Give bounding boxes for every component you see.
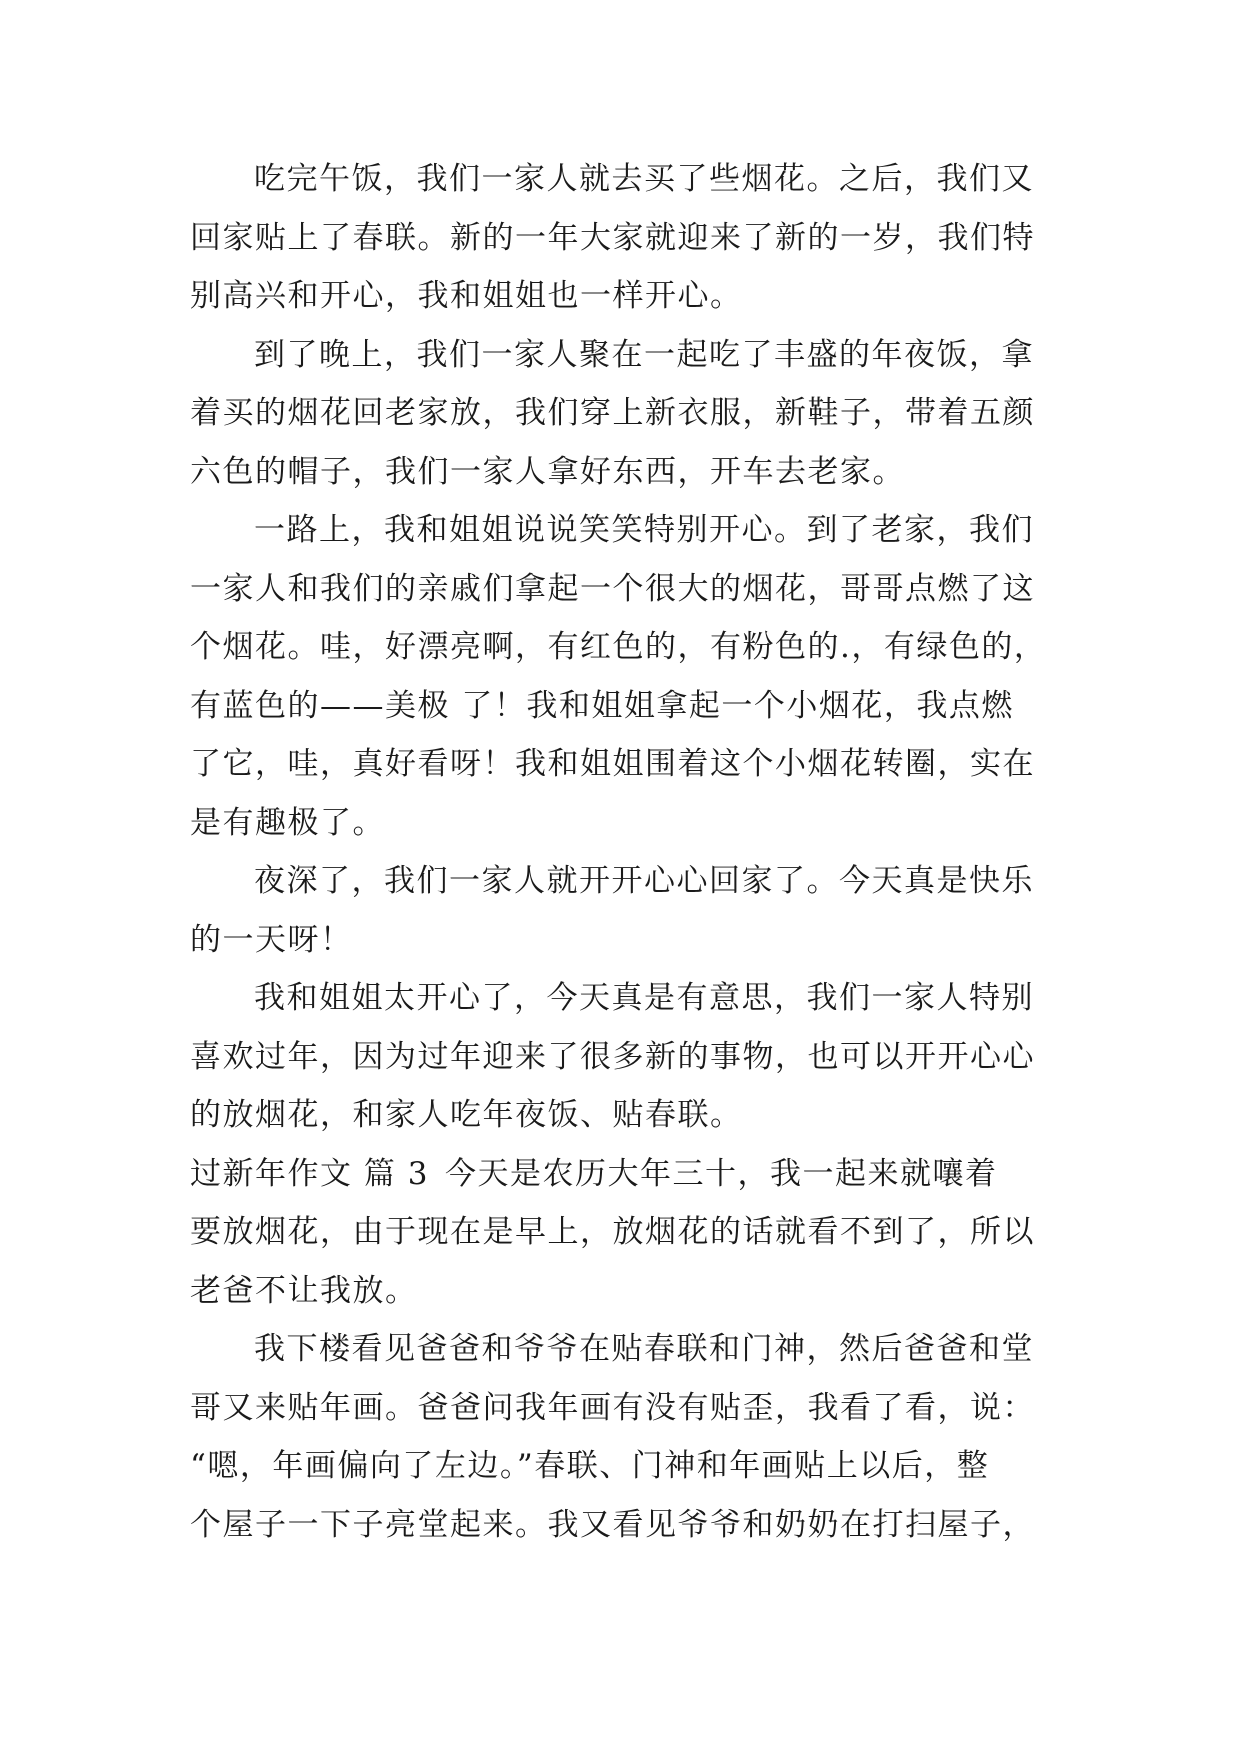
paragraph-line: 我和姐姐太开心了，今天真是有意思，我们一家人特别 <box>254 980 1034 1016</box>
paragraph-line: 了它，哇，真好看呀！我和姐姐围着这个小烟花转圈，实在 <box>190 746 1035 782</box>
paragraph-line: 一家人和我们的亲戚们拿起一个很大的烟花，哥哥点燃了这 <box>190 570 1035 607</box>
paragraph-line: 吃完午饭，我们一家人就去买了些烟花。之后，我们又 <box>254 161 1034 197</box>
paragraph-line: 是有趣极了。 <box>190 804 385 841</box>
paragraph-line: 六色的帽子，我们一家人拿好东西，开车去老家。 <box>190 453 905 490</box>
document-body <box>190 150 1050 1554</box>
paragraph-line: 到了晚上，我们一家人聚在一起吃了丰盛的年夜饭，拿 <box>254 336 1034 373</box>
paragraph-line: 个屋子一下子亮堂起来。我又看见爷爷和奶奶在打扫屋子， <box>190 1506 1035 1543</box>
paragraph-line: 回家贴上了春联。新的一年大家就迎来了新的一岁，我们特 <box>190 219 1035 256</box>
paragraph-line: “嗯，年画偏向了左边。”春联、门神和年画贴上以后，整 <box>190 1448 990 1484</box>
paragraph-line: 别高兴和开心，我和姐姐也一样开心。 <box>190 278 743 314</box>
paragraph-line: 喜欢过年，因为过年迎来了很多新的事物，也可以开开心心 <box>190 1038 1035 1075</box>
paragraph-line: 夜深了，我们一家人就开开心心回家了。今天真是快乐 <box>254 863 1034 899</box>
paragraph-line: 的一天呀！ <box>190 921 353 958</box>
paragraph-line: 一路上，我和姐姐说说笑笑特别开心。到了老家，我们 <box>254 512 1034 548</box>
paragraph-line: 着买的烟花回老家放，我们穿上新衣服，新鞋子，带着五颜 <box>190 395 1035 431</box>
paragraph-line: 我下楼看见爸爸和爷爷在贴春联和门神，然后爸爸和堂 <box>254 1331 1034 1367</box>
section-heading-line <box>190 1145 1050 1204</box>
paragraph-line: 老爸不让我放。 <box>190 1272 418 1309</box>
section-first-line: 今天是农历大年三十，我一起来就嚷着 <box>445 1155 998 1192</box>
paragraph-line: 哥又来贴年画。爸爸问我年画有没有贴歪，我看了看，说： <box>190 1389 1035 1426</box>
paragraph-line: 要放烟花，由于现在是早上，放烟花的话就看不到了，所以 <box>190 1214 1035 1250</box>
paragraph-line: 个烟花。哇，好漂亮啊，有红色的，有粉色的.，有绿色的， <box>190 629 1047 665</box>
section-title: 过新年作文 篇 3 <box>190 1155 429 1192</box>
paragraph-line: 有蓝色的——美极 了！我和姐姐拿起一个小烟花，我点燃 <box>190 687 1014 724</box>
paragraph-line: 的放烟花，和家人吃年夜饭、贴春联。 <box>190 1097 743 1133</box>
